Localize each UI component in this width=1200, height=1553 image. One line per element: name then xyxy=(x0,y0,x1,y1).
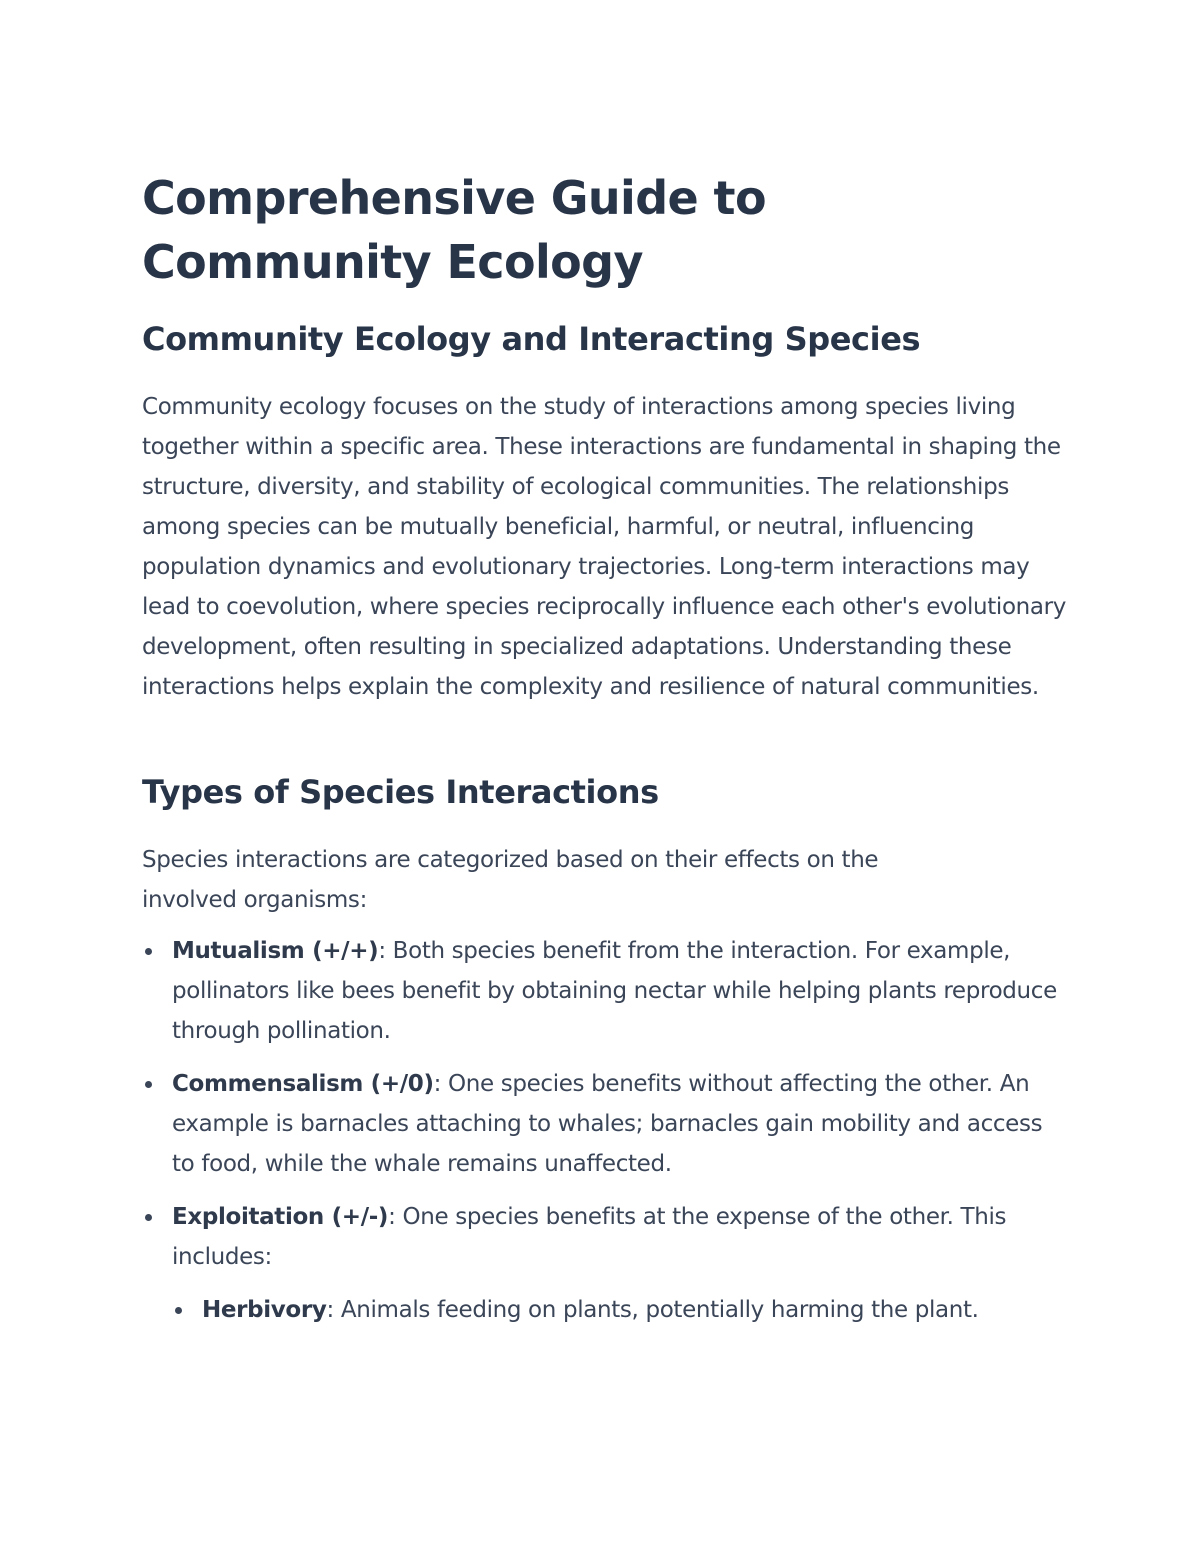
section-heading-types-of-interactions: Types of Species Interactions xyxy=(142,773,659,811)
definition-commensalism: : One species benefits without affecting the other. An example is barnacles attaching to whales; barnacles gain mobility and access to food, while the whale remains unaffected. xyxy=(172,1071,1043,1177)
bullet-icon xyxy=(145,1081,152,1088)
definition-mutualism: : Both species benefit from the interaction. For example, pollinators like bees benefit by obtaining nectar while helping plants reproduce through pollination. xyxy=(172,938,1057,1044)
term-exploitation: Exploitation (+/-) xyxy=(172,1204,389,1230)
exploitation-subtypes-list xyxy=(172,1290,1067,1330)
list-item-exploitation xyxy=(142,1197,1067,1330)
bullet-icon xyxy=(145,1214,152,1221)
document-title: Comprehensive Guide to Community Ecology xyxy=(142,171,766,289)
list-item-commensalism xyxy=(142,1064,1067,1184)
bullet-icon xyxy=(175,1307,182,1314)
section-paragraph-types-of-interactions: Species interactions are categorized based on their effects on the involved organisms: xyxy=(142,847,879,913)
definition-exploitation: : One species benefits at the expense of the other. This includes: xyxy=(172,1204,1007,1270)
term-herbivory: Herbivory xyxy=(202,1297,327,1323)
section-paragraph-community-ecology: Community ecology focuses on the study of interactions among species living together within a specific area. These interactions are fundamental in shaping the structure, diversity, and stability of ecological communities. The relationships among species can be mutually beneficial, harmful, or neutral, influencing population dynamics and evolutionary trajectories. Long-term interactions may lead to coevolution, where species reciprocally influence each other's evolutionary development, often resulting in specialized adaptations. Understanding these interactions helps explain the complexity and resilience of natural communities. xyxy=(142,394,1067,700)
term-commensalism: Commensalism (+/0) xyxy=(172,1071,434,1097)
term-mutualism: Mutualism (+/+) xyxy=(172,938,379,964)
section-heading-community-ecology: Community Ecology and Interacting Species xyxy=(142,320,921,358)
list-item-herbivory xyxy=(172,1290,1067,1330)
interaction-types-list xyxy=(142,931,1067,1343)
bullet-icon xyxy=(145,948,152,955)
list-item-mutualism xyxy=(142,931,1067,1051)
definition-herbivory: : Animals feeding on plants, potentially harming the plant. xyxy=(326,1297,979,1323)
